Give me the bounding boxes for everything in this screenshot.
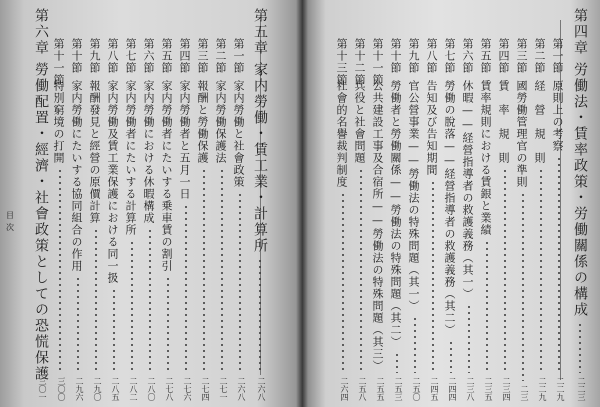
page-number: 二八〇 — [147, 377, 156, 401]
section-number: 第一節 — [551, 38, 564, 74]
toc-entry — [407, 0, 425, 407]
toc-entry — [533, 0, 551, 407]
page-number: 二七四 — [201, 377, 210, 401]
section-number: 第一節 — [232, 38, 245, 74]
section-title: 家内勞働者と五月一日 — [178, 80, 191, 200]
section-title: 原則上の考察 — [551, 80, 564, 152]
dot-leader — [540, 168, 542, 373]
dot-leader — [414, 316, 416, 373]
page-number: 三〇一 — [38, 377, 47, 401]
page-number: 二四五 — [430, 377, 439, 401]
page-number: 二三四 — [502, 377, 511, 401]
toc-entry — [214, 0, 232, 407]
page-number: 二三八 — [466, 377, 475, 401]
dot-leader — [259, 258, 261, 373]
section-title: 賃率規則における賃銀と業績 — [479, 80, 492, 236]
section-title: 特別窮境の打開 — [52, 80, 65, 164]
section-title: 兵役と社會問題 — [353, 80, 366, 164]
section-title: 勞働の脫落——経營指導者の救護義務（其二） — [443, 80, 456, 336]
section-title: 休暇——経營指導者の救護義務（其一） — [461, 80, 474, 300]
dot-leader — [558, 156, 560, 373]
page-number: 二四四 — [448, 377, 457, 401]
page-number: 二六四 — [340, 377, 349, 401]
book-gutter — [296, 0, 308, 407]
section-number: 第十節 — [389, 38, 402, 74]
toc-entry — [88, 0, 106, 407]
dot-leader — [221, 168, 223, 373]
dot-leader — [450, 340, 452, 373]
page-number: 二三五 — [484, 377, 493, 401]
page-number: 二五三 — [394, 377, 403, 401]
page-number: 二六八 — [237, 377, 246, 401]
section-number: 第九節 — [407, 38, 420, 74]
section-title: 経 營 規 則 — [533, 80, 546, 164]
page-number: 二七八 — [165, 377, 174, 401]
toc-entry — [515, 0, 533, 407]
toc-entry — [70, 0, 88, 407]
section-number: 第三節 — [196, 38, 209, 74]
dot-leader — [59, 168, 61, 373]
page-number: 二二九 — [538, 377, 547, 401]
toc-entry — [178, 0, 196, 407]
page-number: 二五八 — [358, 377, 367, 401]
dot-leader — [360, 168, 362, 373]
section-number: 第三節 — [515, 38, 528, 74]
page-number: 二九〇 — [93, 377, 102, 401]
dot-leader — [131, 240, 133, 373]
section-number: 第八節 — [106, 38, 119, 74]
section-number: 第四節 — [497, 38, 510, 74]
chapter-title: 家内勞働・賃工業・計算所 — [252, 62, 268, 254]
dot-leader — [342, 192, 344, 373]
section-number: 第六節 — [142, 38, 155, 74]
toc-entry — [371, 0, 389, 407]
section-title: 官公營事業——勞働法の特殊問題（其一） — [407, 80, 420, 312]
toc-entry — [479, 0, 497, 407]
toc-entry — [353, 0, 371, 407]
section-title: 家内勞働保護法 — [214, 80, 227, 164]
section-number: 第二節 — [533, 38, 546, 74]
section-number: 第十節 — [70, 38, 83, 74]
chapter-number: 第四章 — [572, 8, 588, 56]
toc-entry — [106, 0, 124, 407]
section-number: 第五節 — [479, 38, 492, 74]
section-number: 第六節 — [461, 38, 474, 74]
dot-leader — [95, 228, 97, 373]
page-number: 二九六 — [75, 377, 84, 401]
chapter-number: 第五章 — [252, 8, 268, 56]
section-title: 告知及び告知期間 — [425, 80, 438, 176]
section-number: 第十一節 — [52, 38, 65, 86]
dot-leader — [203, 168, 205, 373]
section-title: 家内勞働と社會政策 — [232, 80, 245, 188]
page-number: 二六八 — [257, 377, 266, 401]
toc-entry — [335, 0, 353, 407]
section-number: 第十一節 — [371, 38, 384, 86]
dot-leader — [185, 204, 187, 373]
dot-leader — [396, 352, 398, 373]
section-number: 第五節 — [160, 38, 173, 74]
section-title: 家内勞働にたいする協同組合の作用 — [70, 80, 83, 272]
dot-leader — [432, 180, 434, 373]
toc-entry — [572, 0, 590, 407]
page-number: 二八二 — [129, 377, 138, 401]
section-number: 第八節 — [425, 38, 438, 74]
section-number: 第七節 — [124, 38, 137, 74]
page-number: 二五五 — [376, 377, 385, 401]
toc-entry — [196, 0, 214, 407]
section-title: 家内勞働者にたいする計算所 — [124, 80, 137, 236]
dot-leader — [522, 192, 524, 381]
page-number: 二三 — [520, 385, 529, 401]
toc-entry — [33, 0, 51, 407]
dot-leader — [77, 276, 79, 373]
toc-entry — [443, 0, 461, 407]
dot-leader — [149, 228, 151, 373]
page-number: 二七一 — [219, 377, 228, 401]
section-title: 勞働者と勞働關係——勞働法の特殊問題（其二） — [389, 80, 402, 348]
page-number: 三〇〇 — [57, 377, 66, 401]
section-number: 第二節 — [214, 38, 227, 74]
dot-leader — [504, 168, 506, 373]
toc-entry — [124, 0, 142, 407]
section-number: 第十三節 — [335, 38, 348, 86]
section-number: 第四節 — [178, 38, 191, 74]
toc-entry — [389, 0, 407, 407]
dot-leader — [113, 288, 115, 373]
toc-entry — [160, 0, 178, 407]
section-title: 社會的名譽裁判制度 — [335, 80, 348, 188]
section-title: 國勞働管理官の準則 — [515, 80, 528, 188]
toc-entry — [142, 0, 160, 407]
section-number: 第九節 — [88, 38, 101, 74]
section-number: 第十二節 — [353, 38, 366, 86]
toc-entry — [461, 0, 479, 407]
page-number: 二二三 — [577, 377, 586, 401]
chapter-number: 第六章 — [33, 8, 49, 56]
section-title: 家内勞働における休暇構成 — [142, 80, 155, 224]
section-title: 家内勞働者にたいする乗車賃の割引 — [160, 80, 173, 272]
page-mark-mokuji-1: 目 — [6, 211, 14, 220]
section-title: 公共建設工事及合宿所——勞働法の特殊問題（其三） — [371, 80, 384, 372]
toc-entry — [425, 0, 443, 407]
page-number: 二五〇 — [412, 377, 421, 401]
dot-leader — [468, 304, 470, 373]
chapter-title: 労働法・賃率政策・労働關係の構成 — [572, 62, 588, 318]
section-title: 賃 率 規 則 — [497, 80, 510, 164]
page-mark-mokuji-2: 次 — [6, 223, 14, 232]
section-title: 報酬發見と經營の原價計算 — [88, 80, 101, 224]
toc-entry — [232, 0, 250, 407]
dot-leader — [239, 192, 241, 373]
toc-entry — [52, 0, 70, 407]
toc-entry — [551, 0, 569, 407]
toc-entry — [497, 0, 515, 407]
page-number: 二七六 — [183, 377, 192, 401]
section-number: 第七節 — [443, 38, 456, 74]
page-number: 二二九 — [556, 377, 565, 401]
page-number: 二八五 — [111, 377, 120, 401]
dot-leader — [579, 322, 581, 373]
dot-leader — [167, 276, 169, 373]
section-title: 家内勞働及賃工業保護における同一扱 — [106, 80, 119, 284]
section-title: 報酬と勞働保護 — [196, 80, 209, 164]
dot-leader — [486, 240, 488, 373]
chapter-title: 勞働配置・經濟・社會政策としての恐慌保護 — [33, 62, 49, 382]
toc-entry — [252, 0, 270, 407]
